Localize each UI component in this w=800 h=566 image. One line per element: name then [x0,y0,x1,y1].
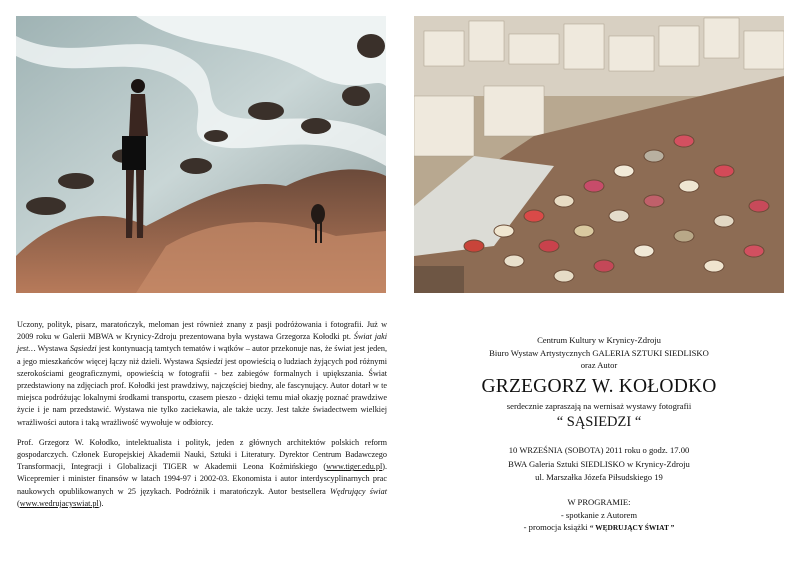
organizer-line: oraz Autor [580,360,618,371]
bio-text: jest kontynuacją tamtych tematów i wątków – autor przekonuje nas, że świat jest jeden, a jego mieszkańców więcej łączy niż dzieli. Wystawa [17,344,388,366]
event-date [414,444,784,458]
exhibition-title-italic: Sąsiedzi [69,344,97,354]
bio-text: Prof. Grzegorz W. Kołodko, intelektualista i polityk, jeden z głównych architektów polskich reform gospodarczych. Członek Europejskiej Akademii Nauki, Sztuki i Literatury. Dyrektor Centrum Badawczego Transformacji, Integracji i Globalizacji TIGER w Akademii Leona Koźmińskiego ( [17,437,387,472]
organizer-line: Biuro Wystaw Artystycznych GALERIA SZTUKI SIEDLISKO [489,347,709,358]
tannery-photo [414,16,784,293]
bio-paragraph-exhibition [17,319,387,429]
bio-text: jest opowieścią o ludziach żyjących pod różnymi szerokościami geograficznymi, opowieścią w fotografii - bez zabiegów formalnych i upiększania. Świat przedstawiony na zdjęciach prof. Kołodki jest prawdziwy, najczęściej biedny, ale fascynujący. Autor dotarł w te miejsca podróżując lokalnymi środkami transportu, czasem pieszo - dzięki temu miał okazję poznać prawdziwe życie i je nam przedstawić. Wystawa nie tylko zaciekawia, ale także uczy. Jest także świadectwem wielkiej wrażliwości autora i taką wrażliwość wywołuje w odbiorcy. [17,356,387,427]
book-website-link[interactable]: www.wedrujacyswiat.pl [19,498,99,508]
program-item-text: - promocja książki [523,522,590,533]
exhibition-title-italic: Sąsiedzi [195,356,223,366]
program-item: - spotkanie z Autorem [560,509,638,520]
bio-text: Wystawa [35,344,70,354]
book-title-italic: Wędrujący świat [330,486,387,496]
invitation-block [414,334,784,535]
date-weekday: SOBOTA [567,446,601,456]
bio-text: ( [17,498,20,508]
exhibition-title: “ SĄSIEDZI “ [556,414,642,431]
program-item [414,521,784,535]
sea-rocks-photo [16,16,386,293]
book-title: “ WĘDRUJĄCY ŚWIAT ” [589,523,675,533]
bio-paragraph-author [17,437,387,510]
tiger-website-link[interactable]: www.tiger.edu.pl [326,462,383,472]
venue-address: ul. Marszałka Józefa Piłsudskiego 19 [535,471,663,482]
previous-exhibition-title: Świat jaki jest… [17,332,387,354]
bio-text: ). [98,498,104,508]
program-heading: W PROGRAMIE: [567,497,631,508]
invitation-line: serdecznie zapraszają na wernisaż wystawy fotografii [506,400,692,411]
bio-text: ). Wicepremier i minister finansów w latach 1994-97 i 2002-03. Ekonomista i autor interdyscyplinarnych prac naukowych opublikowanych w 25 językach. Podróżnik i maratończyk. Autor bestsellera [17,462,387,496]
date-month: WRZEŚNIA [519,446,563,456]
organizer-line: Centrum Kultury w Krynicy-Zdroju [537,335,661,345]
bio-text: Uczony, polityk, pisarz, maratończyk, meloman jest również znany z pasji podróżowania i fotografii. Już w 2009 roku w Galerii MBWA w Krynicy-Zdroju prezentowana była wystawa Grzegorza Kołodki pt. [17,320,387,342]
date-day: 10 [508,445,520,456]
venue-line: BWA Galeria Sztuki SIEDLISKO w Krynicy-Zdroju [508,458,690,469]
author-name: GRZEGORZ W. KOŁODKO [481,375,717,397]
date-time: ) 2011 roku o godz. 17.00 [600,445,690,456]
author-bio [17,319,387,518]
date-text: ( [562,445,568,456]
